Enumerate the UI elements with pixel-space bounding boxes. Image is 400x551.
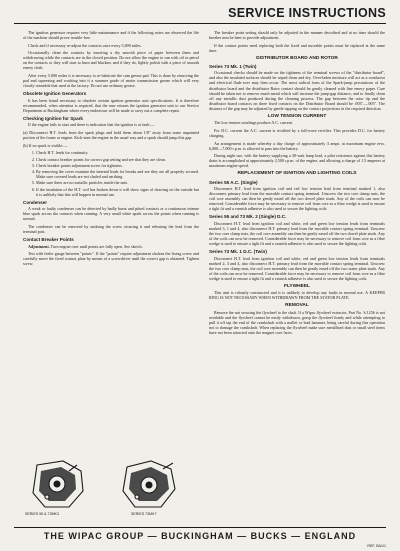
footer-rule (14, 527, 386, 528)
section-heading: REMOVAL (285, 303, 309, 309)
lt-paragraph: An arrangement is made whereby a day charge of approximately 3 amps. at maximum engine revs. 6,000—7,000 r.p.m. is allowed to pass into the battery. (209, 140, 385, 151)
header-title: SERVICE INSTRUCTIONS (228, 6, 386, 20)
series-heading: Series 55 A.C. (Single) (209, 179, 258, 185)
right-column (209, 30, 385, 338)
intro-paragraph: The ignition generator requires very little maintenance and if the following notes are observed the life of the machine should prove trouble-free. (23, 30, 199, 41)
series-heading: Series 55 and 73 Mk. 2 (Single) D.C. (209, 214, 287, 220)
header-rule (14, 23, 386, 24)
section-heading: FLYWHEEL (284, 283, 310, 289)
contact-breaker-figure (23, 457, 199, 522)
lt-paragraph: During night use, with the battery supplying a 30-watt lamp load, a pilot resistance against this battery drain is accomplished at approximately 2,500 r.p.m. of the engine, and allowing a charge of 1.5 amperes at maximum engine speed. (209, 153, 385, 169)
spark-step-b: (b) If no spark is visible:— (23, 142, 68, 148)
series-heading: Series 73 Mk. 1 (Twin) (209, 63, 257, 69)
list-item: 3. Check breaker points adjustment screw for tightness. (36, 163, 199, 168)
series-heading: Series 73 Mk. 1 D.C. (Twin) (209, 249, 267, 255)
section-heading: Condenser (23, 199, 47, 205)
list-item: 2. Check contact breaker points for correct gap setting and see that they are clean. (36, 157, 199, 162)
section-heading: Obsolete Ignition Generators (23, 91, 87, 97)
distributor-paragraph: Occasional checks should be made on the tightness of the terminal screws of the "distributor board", and also the insulated surfaces should be wiped clean and dry. Over-laden moisture will act as a conductor and electrical flash-over may then occur. The most radical form of the Spark-jump precautions of the distributor board and the distributor Rotor contact should be gently cleaned with fine emery paper. Care should be taken not to remove much metal which will increase the jump-gap distance, and to finally clean off any metallic dust produced during the cleaning process. The gap between the rotor tip and the distributor board contacts on three fixed contacts on the Distributor Board should be .003"—.005". The distance of the gap may be adjusted by gentle tapping on the contact projections in the required direction. (209, 70, 385, 111)
list-item: 5. Make sure there are no metallic particles inside the unit. (36, 180, 199, 185)
intro-paragraph: Occasionally clean the contacts by inserting a dry smooth piece of paper between them and withdrawing while the contacts are in the closed position. Do not allow the engine to run with oil or petrol on the contacts or they will start to burn and blacken, and if they do, lightly polish with a piece of smooth emery cloth. (23, 50, 199, 71)
list-item: 6. If the insulation of the H.T. coil has broken down it will show signs of charring on the outside but it is unlikely that this will happen in normal use. (36, 187, 199, 197)
removal-paragraph: Remove the nut securing the flywheel to the shaft. If a Wipac flywheel extractor, Part No. S.1256 is not available and the flywheel cannot be easily withdrawn, grasp the flywheel firmly and while attempting to pull it off tap the end of the crankshaft with a mallet or lead hammer, being careful during this operation not to damage the crankshaft. When replacing the flywheel make sure metallised dust or small steel items have not been attracted onto the magnet core faces. (209, 310, 385, 336)
lt-paragraph: For D.C. current the A.C. current is rectified by a full-wave rectifier. This provides D.C. for battery charging. (209, 127, 385, 138)
section-heading: Checking Ignition for Spark (23, 115, 83, 121)
footer-banner: THE WIPAC GROUP — BUCKINGHAM — BUCKS — ENGLAND (43, 531, 357, 541)
section-heading: LOW TENSION CURRENT (267, 113, 327, 119)
replacement-paragraph: Disconnect H.T. lead from ignition coil and white, red and green low tension leads from terminals marked 2, 3 and 4, also disconnect H.T. primary lead from the movable contact spring terminal. Unscrew the two core clamp nuts, the coil core assembly can then be gently eased off the two stator plate studs. Any of the coils can now be removed. Considerable force may be necessary to remove coil from core as a fibre wedge is used to ensure a tight fit and a varnish adhesive is also used to secure the lighting coils. (209, 255, 385, 281)
obsolete-paragraph: It has been found necessary to obsolete certain ignition generator unit specifications. It is therefore recommended, when attention is required, that the user returns the ignition generator unit to our Service Department at Buckingham where every endeavour will be made to carry out a complete repair. (23, 97, 199, 113)
breaker-setting-paragraph: The breaker point setting should only be adjusted in the manner described and at no time should the breaker arm be bent to provide adjustment. (209, 30, 385, 41)
section-heading: REPLACEMENT OF IGNITION AND LIGHTING COILS (237, 171, 357, 177)
list-item: 1. Check H.T. leads for continuity. (36, 150, 199, 155)
contact-breaker-sketch (23, 457, 199, 512)
figure-caption-left: SERIES 55 & 73MK3 (25, 512, 59, 516)
intro-paragraph: After every 5,000 miles it is necessary to re-lubricate the cam grease pad. This is done by removing the pad and squeezing and working into it a summer grade of motor transmission grease which will very closely resemble that used at the factory. Do not use ordinary grease. (23, 73, 199, 89)
adjustment-label: Adjustment. (28, 243, 50, 249)
condenser-paragraph: A weak or faulty condenser can be detected by badly burnt and pitted contacts or a continuous intense blue spark across the contacts when running. A very small white spark across the points when running is normal. (23, 206, 199, 222)
left-column (23, 30, 199, 269)
condenser-paragraph: The condenser can be removed by undoing the screw securing it and releasing the lead from the terminal post. (23, 224, 199, 235)
figure-caption-right: SERIES 73MK7 (131, 512, 157, 516)
adjustment-text: Turn engine over until points are fully open. See sketch. (49, 243, 143, 249)
intro-paragraph: Check and if necessary re-adjust the contacts once every 5,000 miles. (28, 42, 142, 48)
breaker-sketch-left (33, 461, 83, 507)
points-replace-paragraph: If the contact points need replacing both the fixed and movable points must be replaced at the same time. (209, 42, 385, 53)
spark-step-a: (a) Disconnect H.T. leads from the spark plugs and hold them about 1/8" away from some unpainted portion of the frame or engine. Kick-start the engine in the usual way and a spark should jump this gap. (23, 130, 199, 141)
reference-code: REF. BA1/1 (367, 544, 386, 548)
cbp-paragraph: Test with feeler gauge between "points". If the "points" require adjustment slacken the fixing screw and carefully move the fixed contact plate by means of a screwdriver until the correct gap is obtained. Tighten screw. (23, 251, 199, 267)
section-heading: DISTRIBUTOR BOARD AND ROTOR (256, 55, 338, 61)
lt-paragraph: The low tension windings produce A.C. current. (214, 120, 293, 126)
section-heading: Contact Breaker Points (23, 237, 74, 243)
fault-check-list (23, 150, 199, 196)
replacement-paragraph: Disconnect H.T. lead from ignition coil and white, red and green low tension leads from terminals marked 3, 1 and 4, also disconnect H.T. primary lead from the movable contact spring terminal. Unscrew the two core clamp nuts, the coil core assembly can then be gently eased off the two dowel plate studs. Any of the coils can now be removed. Considerable force may be necessary to remove coil from core as a fibre wedge is used to ensure a tight fit and a varnish adhesive is also used to secure the lighting coils. (209, 220, 385, 247)
flywheel-paragraph: This unit is robustly constructed and it is unlikely to develop any faults in normal use. A KEEPER RING IS NOT NECESSARY WHEN WITHDRAWN FROM THE STATOR PLATE. (209, 290, 385, 301)
spark-intro: If the engine fails to start and there is indication that the ignition is at fault:— (28, 122, 155, 128)
list-item: 4. By removing the cover examine the internal leads for breaks and see they are all properly secured. Make sure covered leads are not chafed and earthing. (36, 169, 199, 179)
cbp-adjustment-paragraph (23, 244, 199, 249)
replacement-paragraph: Disconnect H.T. lead from ignition coil and red low tension lead from terminal marked 1, also disconnect primary lead from the movable contact spring terminal. Unscrew the two core clamp nuts, the coil core assembly can then be gently eased off the two dowel plate studs. Any of the coils can now be removed. Considerable force may be necessary to remove coil from core as a fibre wedge is used to ensure a tight fit and a varnish adhesive is also used to secure the lighting coils. (209, 186, 385, 212)
breaker-sketch-right (123, 461, 175, 507)
